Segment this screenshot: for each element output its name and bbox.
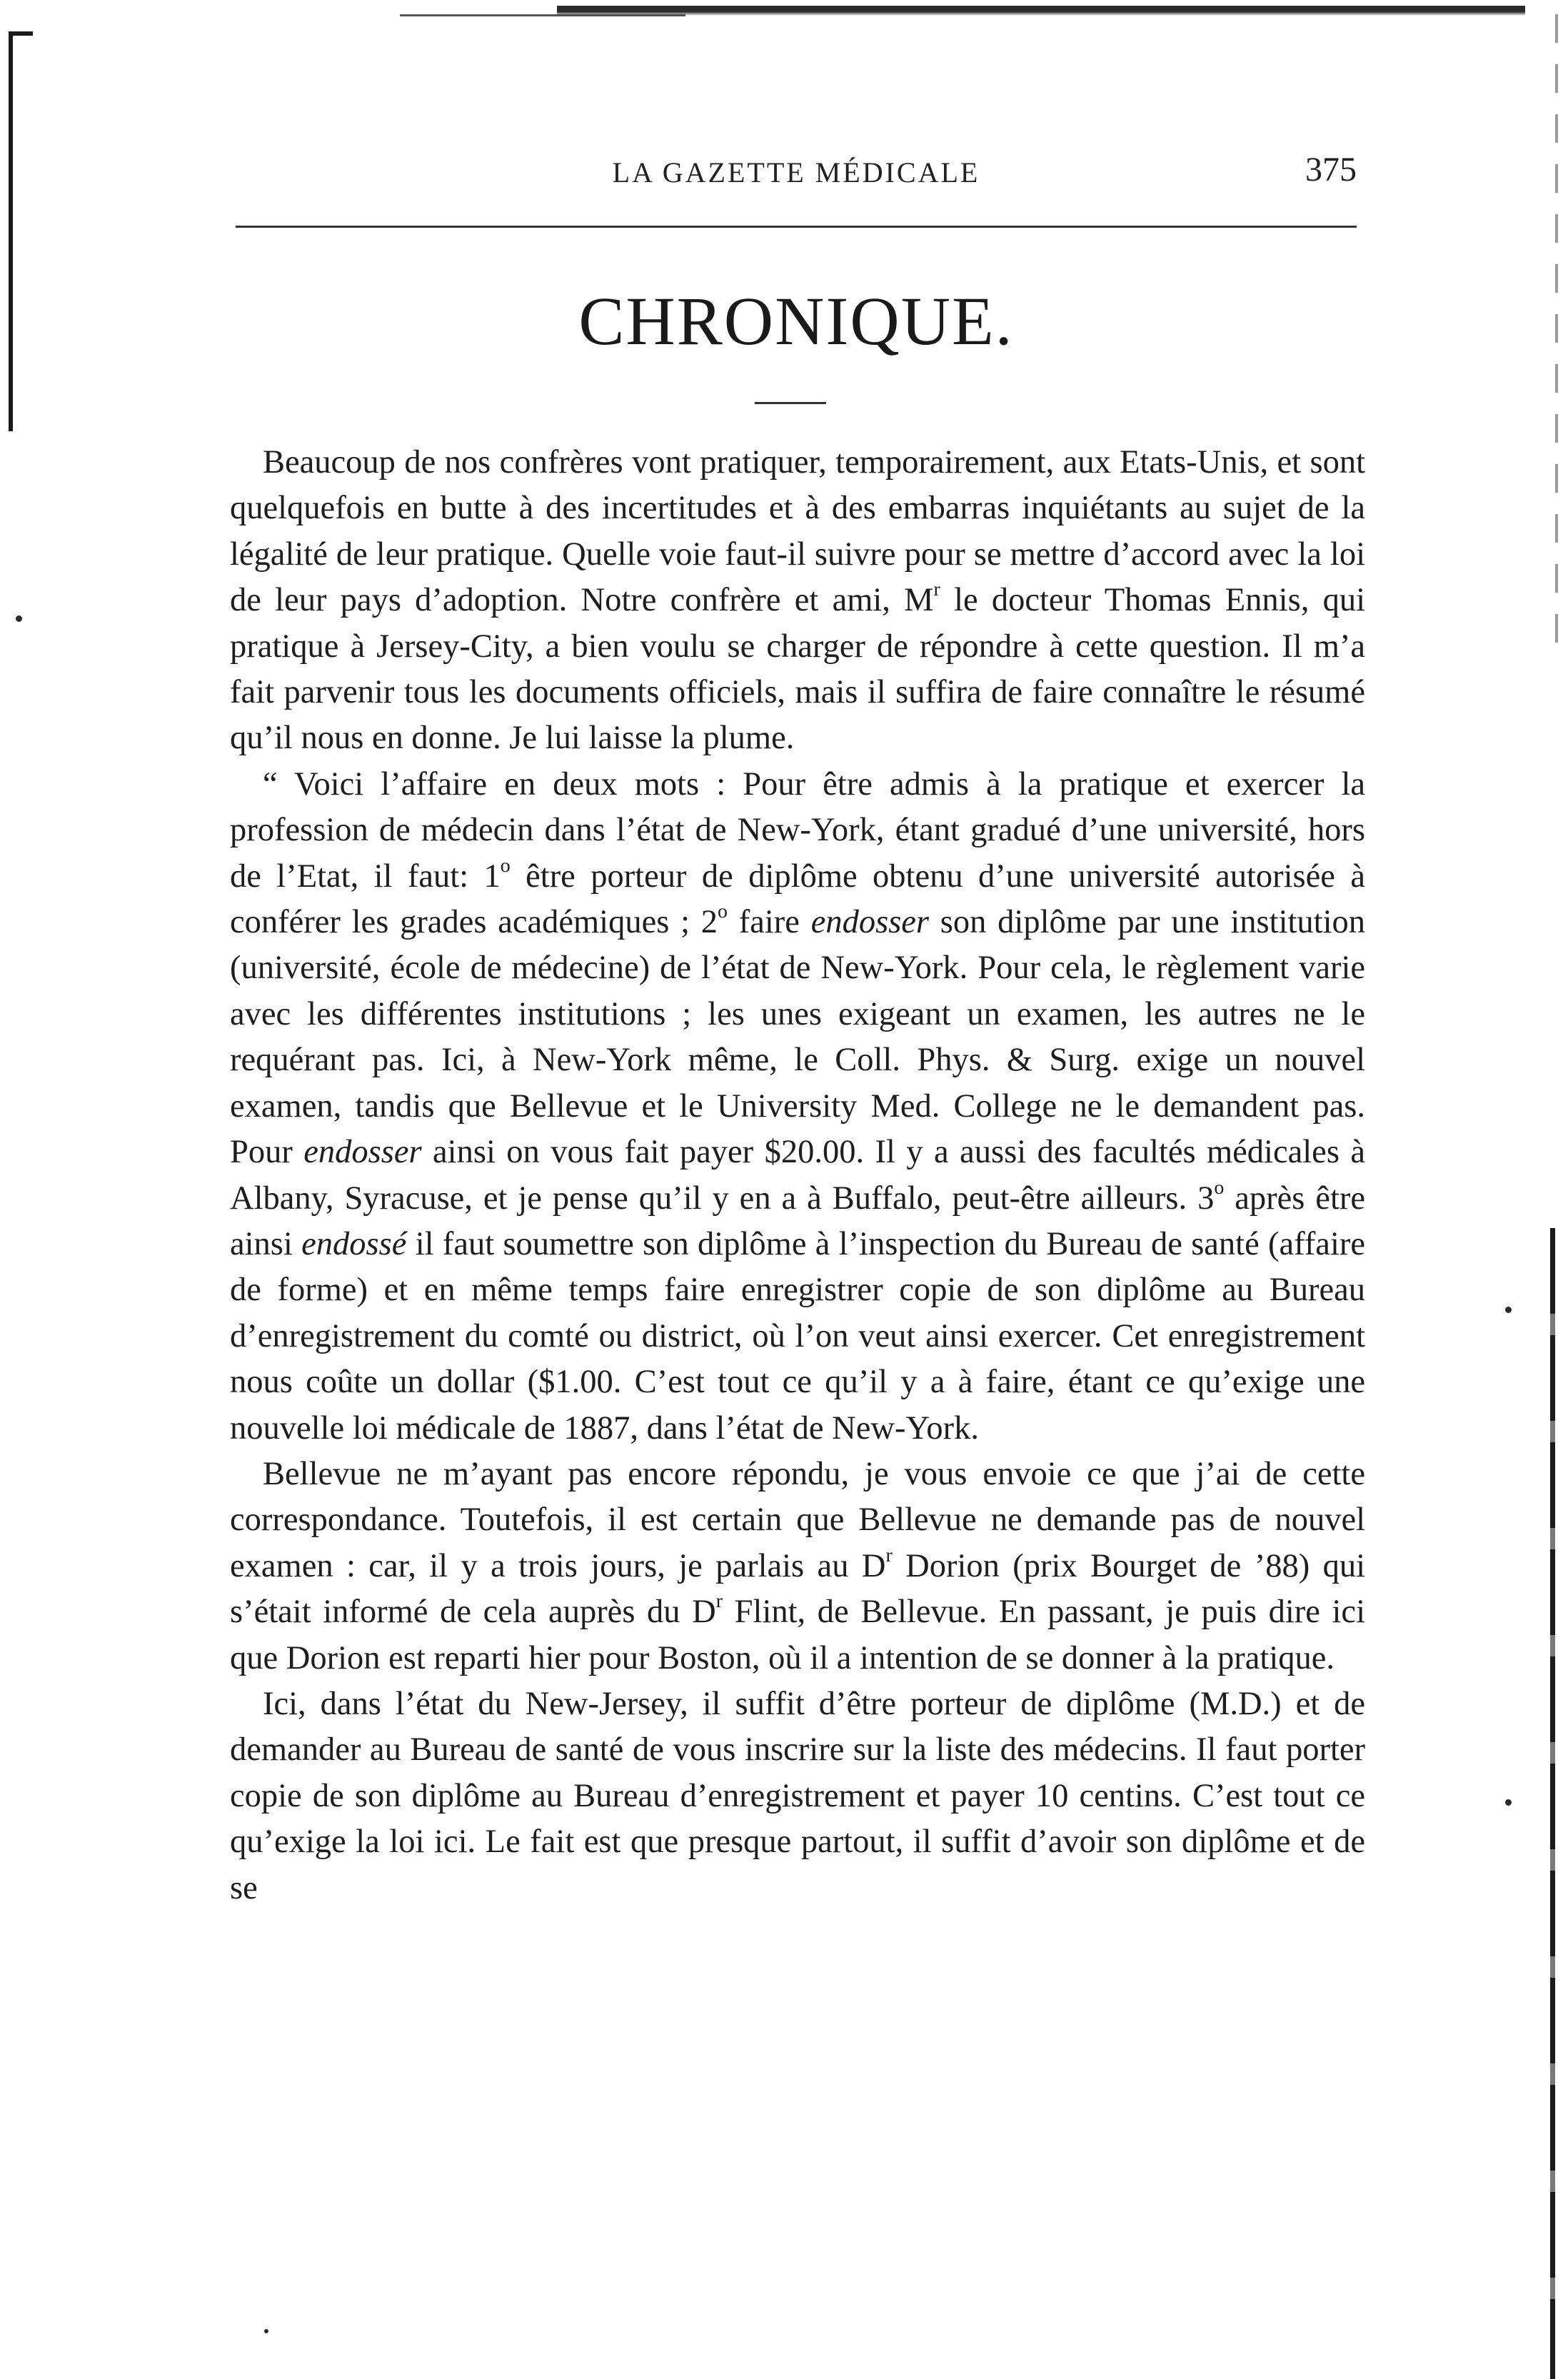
header-rule: [236, 226, 1357, 228]
journal-title: LA GAZETTE MÉDICALE: [612, 156, 980, 188]
text-run: Beaucoup de nos confrères vont pratiquer, temporairement, aux Etats-Unis, et sont quelquefois en butte à des incertitudes et à des embarras inquiétants au sujet de la légalité de leur pratique. Quelle voie faut-il suivre pour se mettre d’accord avec la loi de leur pays d’adoption. Notre confrère et ami, M: [230, 444, 1365, 619]
paragraph: [230, 762, 1365, 1452]
scan-speck: [264, 2329, 268, 2333]
text-run: Dorion (prix Bourget de ’88) qui s’était informé de cela auprès du D: [230, 1547, 1366, 1631]
paragraph: [230, 1452, 1365, 1681]
paragraph: [230, 1681, 1365, 1911]
text-run: faire: [727, 904, 811, 941]
superscript: r: [933, 578, 940, 601]
text-run: Flint, de Bellevue. En passant, je puis dire ici que Dorion est reparti hier pour Boston, où il a intention de se donner à la pratique.: [230, 1594, 1365, 1676]
section-title: CHRONIQUE.: [578, 283, 1014, 359]
superscript: r: [885, 1544, 893, 1566]
text-run: le docteur Thomas Ennis, qui pratique à Jersey-City, a bien voulu se charger de répondre à cette question. Il m’a fait parvenir tous les documents officiels, mais il suffira de faire connaître le résumé qu’il nous en donne. Je lui laisse la plume.: [230, 582, 1365, 757]
italic-term: endossé: [301, 1225, 407, 1262]
scan-speck: [1505, 1799, 1512, 1806]
article-body: [230, 440, 1365, 1911]
text-run: Bellevue ne m’ayant pas encore répondu, je vous envoie ce que j’ai de cette correspondance. Toutefois, il est certain que Bellevue ne demande pas de nouvel examen : car, il y a trois jours, je parlais au D: [230, 1455, 1365, 1584]
scan-right-edge-upper: [1555, 14, 1558, 657]
italic-term: endosser: [810, 904, 930, 941]
text-run: après être ainsi: [230, 1180, 1365, 1262]
paragraph: [230, 440, 1365, 762]
page-number: 375: [1305, 151, 1357, 188]
scan-top-edge: [557, 6, 1525, 16]
text-run: être porteur de diplôme obtenu d’une université autorisée à conférer les grades académiques ; 2: [230, 857, 1365, 941]
text-run: ainsi on vous fait payer $20.00. Il y a aussi des facultés médicales à Albany, Syracuse, et je pense qu’il y en a à Buffalo, peut-être ailleurs. 3: [230, 1134, 1365, 1217]
scan-speck: [1505, 1307, 1512, 1313]
text-run: son diplôme par une institution (université, école de médecine) de l’état de New-York. Pour cela, le règlement varie avec les différentes institutions ; les unes exigeant un examen, les autres ne le requérant pas. Ici, à New-York même, le Coll. Phys. & Surg. exige un nouvel examen, tandis que Bellevue et le University Med. College ne le demandent pas. Pour: [230, 904, 1365, 1171]
text-run: Ici, dans l’état du New-Jersey, il suffit d’être porteur de diplôme (M.D.) et de demander au Bureau de santé de vous inscrire sur la liste des médecins. Il faut porter copie de son diplôme au Bureau d’enregistrement et payer 10 centins. C’est tout ce qu’exige la loi ici. Le fait est que presque partout, il suffit d’avoir son diplôme et de se: [230, 1685, 1365, 1906]
superscript: r: [715, 1590, 723, 1613]
superscript: o: [500, 854, 511, 877]
scan-speck: [16, 615, 22, 622]
italic-term: endosser: [303, 1134, 422, 1171]
superscript: o: [1214, 1176, 1225, 1199]
text-run: il faut soumettre son diplôme à l’inspection du Bureau de santé (affaire de forme) et en même temps faire enregistrer copie de son diplôme au Bureau d’enregistrement du comté ou district, où l’on veut ainsi exercer. Cet enregistrement nous coûte un dollar ($1.00. C’est tout ce qu’il y a à faire, étant ce qu’exige une nouvelle loi médicale de 1887, dans l’état de New-York.: [230, 1225, 1365, 1447]
scan-left-edge: [9, 31, 13, 431]
superscript: o: [718, 900, 728, 923]
scan-left-corner: [9, 31, 33, 36]
title-rule: [755, 402, 826, 404]
text-run: “ Voici l’affaire en deux mots : Pour être admis à la pratique et exercer la profession de médecin dans l’état de New-York, étant gradué d’une université, hors de l’Etat, il faut: 1: [230, 765, 1365, 895]
running-head: [236, 151, 1357, 194]
scan-right-edge-lower: [1550, 1228, 1555, 2379]
